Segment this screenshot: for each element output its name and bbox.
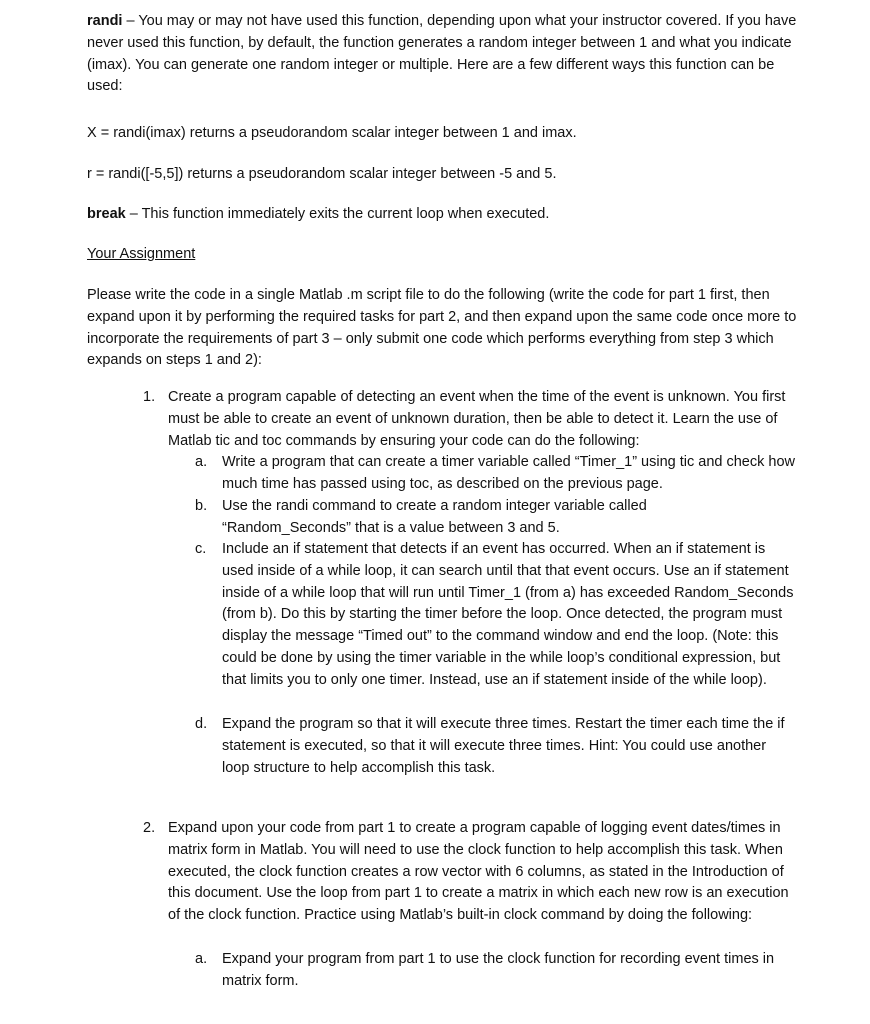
break-term: break — [87, 206, 126, 222]
part-1-number: 1. — [143, 389, 156, 405]
break-text: – This function immediately exits the current loop when executed. — [125, 206, 550, 222]
part-1b-text: Use the randi command to create a random integer variable called “Random_Seconds” that is a value between 3 and 5. — [222, 498, 647, 536]
part-2a-letter: a. — [195, 951, 208, 967]
randi-term: randi — [87, 13, 123, 29]
part-1a-text: Write a program that can create a timer variable called “Timer_1” using tic and check how much time has passed using toc, as described on the previous page. — [222, 454, 795, 492]
part-1a-letter: a. — [195, 454, 208, 470]
assignment-heading: Your Assignment — [87, 246, 196, 262]
part-2-text: Expand upon your code from part 1 to create a program capable of logging event dates/times in matrix form in Matlab. You will need to use the clock function to help accomplish this task. When executed, the clock function creates a row vector with 6 columns, as stated in the Introduction of this document. Use the loop from part 1 to create a matrix in which each new row is an execution of the clock function. Practice using Matlab’s built-in clock command by doing the following: — [168, 820, 789, 924]
part-1d-text: Expand the program so that it will execute three times. Restart the timer each time the if statement is executed, so that it will execute three times. Hint: You could use another loop structure to help accomplish this task. — [222, 716, 785, 776]
break-description — [87, 204, 799, 226]
part-1-text: Create a program capable of detecting an event when the time of the event is unknown. You first must be able to create an event of unknown duration, then be able to detect it. Learn the use of Matlab tic and toc commands by ensuring your code can do the following: — [168, 389, 786, 449]
part-1c-letter: c. — [195, 541, 207, 557]
assignment-intro: Please write the code in a single Matlab .m script file to do the following (write the code for part 1 first, then expand upon it by performing the required tasks for part 2, and then expand upon the same code once more to incorporate the requirements of part 3 – only submit one code which performs everything from step 3 which expands on steps 1 and 2): — [87, 287, 797, 369]
part-1b-letter: b. — [195, 498, 208, 514]
part-2-number: 2. — [143, 820, 156, 836]
randi-description — [87, 11, 799, 98]
part-2a-text: Expand your program from part 1 to use the clock function for recording event times in matrix form. — [222, 951, 775, 989]
randi-example-range: r = randi([-5,5]) returns a pseudorandom scalar integer between -5 and 5. — [87, 166, 557, 182]
randi-text: – You may or may not have used this function, depending upon what your instructor covered. If you have never used this function, by default, the function generates a random integer between 1 and what you indicate (imax). You can generate one random integer or multiple. Here are a few different ways this function can be used: — [87, 13, 797, 95]
randi-example-imax: X = randi(imax) returns a pseudorandom scalar integer between 1 and imax. — [87, 125, 577, 141]
part-1d-letter: d. — [195, 716, 208, 732]
part-1c-text: Include an if statement that detects if an event has occurred. When an if statement is used inside of a while loop, it can search until that that event occurs. Use an if statement inside of a while loop that will run until Timer_1 (from a) has exceeded Random_Seconds (from b). Do this by starting the timer before the loop. Once detected, the program must display the message “Timed out” to the command window and end the loop. (Note: this could be done by using the timer variable in the while loop’s conditional expression, but that limits you to only one timer. Instead, use an if statement inside of the while loop). — [222, 541, 794, 688]
